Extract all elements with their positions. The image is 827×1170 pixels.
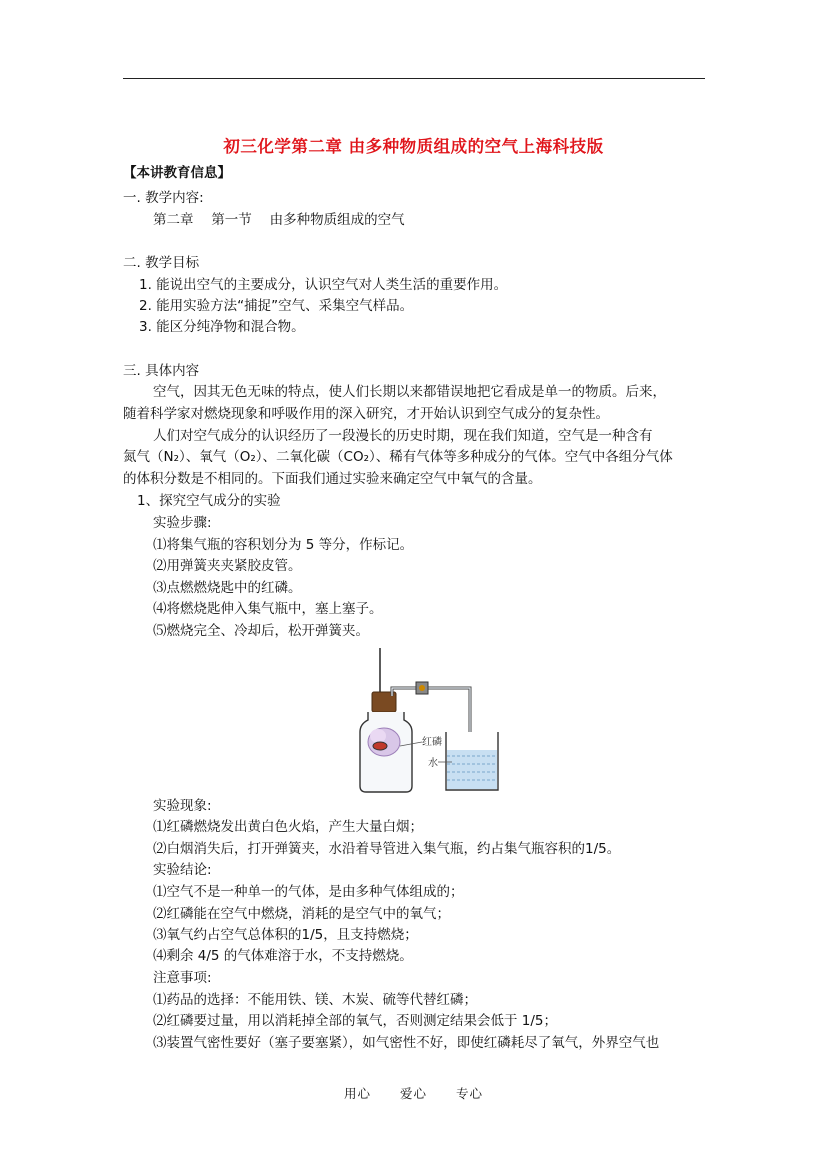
experiment-title: 1、探究空气成分的实验 [137, 493, 281, 509]
footer-word: 用心 [343, 1086, 371, 1101]
water-label: 水 [428, 758, 438, 769]
experiment-apparatus-figure [352, 646, 502, 794]
step-item: ⑶点燃燃烧匙中的红磷。 [153, 580, 302, 596]
step-item: ⑷将燃烧匙伸入集气瓶中，塞上塞子。 [153, 601, 383, 617]
goal-item: 2. 能用实验方法“捕捉”空气、采集空气样品。 [139, 298, 414, 314]
steps-label: 实验步骤: [153, 515, 212, 531]
step-item: ⑸燃烧完全、冷却后，松开弹簧夹。 [153, 623, 369, 639]
section-1-heading: 一. 教学内容: [123, 190, 204, 206]
goal-item: 1. 能说出空气的主要成分，认识空气对人类生活的重要作用。 [139, 277, 508, 293]
document-title: 初三化学第二章 由多种物质组成的空气上海科技版 [223, 137, 604, 156]
notes-label: 注意事项: [153, 970, 212, 986]
conclusion-item: ⑶氧气约占空气总体积的1/5，且支持燃烧； [153, 927, 418, 943]
conclusion-item: ⑴空气不是一种单一的气体，是由多种气体组成的； [153, 884, 464, 900]
conclusion-item: ⑵红磷能在空气中燃烧，消耗的是空气中的氧气； [153, 906, 450, 922]
phenomena-label: 实验现象: [153, 798, 212, 814]
header-rule [123, 78, 705, 79]
page-footer [0, 1084, 827, 1102]
footer-word: 爱心 [399, 1086, 427, 1101]
note-item: ⑵红磷要过量，用以消耗掉全部的氧气，否则测定结果会低于 1/5； [153, 1013, 558, 1029]
conclusion-label: 实验结论: [153, 862, 212, 878]
note-item: ⑶装置气密性要好（塞子要塞紧），如气密性不好，即使红磷耗尽了氧气，外界空气也 [153, 1035, 660, 1051]
paragraph-line: 氮气（N₂）、氧气（O₂）、二氧化碳（CO₂）、稀有气体等多种成分的气体。空气中各组分气体 [123, 449, 673, 465]
conclusion-item: ⑷剩余 4/5 的气体难溶于水，不支持燃烧。 [153, 948, 413, 964]
paragraph-line: 人们对空气成分的认识经历了一段漫长的历史时期，现在我们知道，空气是一种含有 [153, 428, 653, 444]
section-1-content: 第二章 第一节 由多种物质组成的空气 [153, 212, 405, 228]
apparatus-illustration [352, 646, 502, 794]
note-item: ⑴药品的选择：不能用铁、镁、木炭、硫等代替红磷； [153, 992, 477, 1008]
section-2-heading: 二. 教学目标 [123, 255, 200, 271]
phenomenon-item: ⑴红磷燃烧发出黄白色火焰，产生大量白烟； [153, 819, 423, 835]
info-heading: 【本讲教育信息】 [123, 165, 231, 181]
step-item: ⑵用弹簧夹夹紧胶皮管。 [153, 558, 302, 574]
paragraph-line: 的体积分数是不相同的。下面我们通过实验来确定空气中氧气的含量。 [123, 471, 542, 487]
paragraph-line: 空气，因其无色无味的特点，使人们长期以来都错误地把它看成是单一的物质。后来， [153, 384, 666, 400]
paragraph-line: 随着科学家对燃烧现象和呼吸作用的深入研究，才开始认识到空气成分的复杂性。 [123, 406, 609, 422]
red-phosphorus-label: 红磷 [422, 737, 442, 748]
step-item: ⑴将集气瓶的容积划分为 5 等分，作标记。 [153, 537, 414, 553]
goal-item: 3. 能区分纯净物和混合物。 [139, 319, 305, 335]
footer-word: 专心 [455, 1086, 483, 1101]
phenomenon-item: ⑵白烟消失后，打开弹簧夹，水沿着导管进入集气瓶，约占集气瓶容积的1/5。 [153, 841, 621, 857]
section-3-heading: 三. 具体内容 [123, 363, 200, 379]
